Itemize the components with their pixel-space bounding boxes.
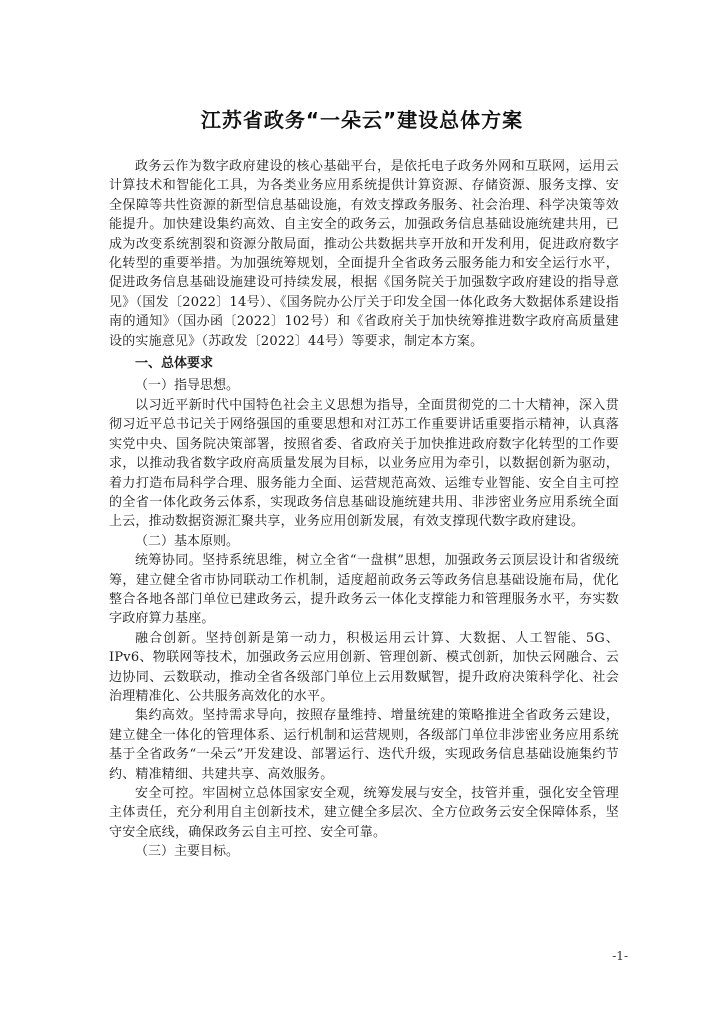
principle-innovation-paragraph: 融合创新。坚持创新是第一动力，积极运用云计算、大数据、人工智能、5G、IPv6、物联网等技术，加强政务云应用创新、管理创新、模式创新，加快云网融合、云边协同、云数联动，推动全省各级部门单位上云用数赋智，提升政府决策科学化、社会治理精准化、公共服务高效化的水平。 [109, 630, 619, 704]
document-title: 江苏省政务“一朵云”建设总体方案 [200, 108, 524, 132]
principle-coordination-paragraph: 统筹协同。坚持系统思维，树立全省“一盘棋”思想，加强政务云顶层设计和省级统筹，建立健全省市协同联动工作机制，适度超前政务云等政务信息基础设施布局，优化整合各地各部门单位已建政务云，提升政务云一体化支撑能力和管理服务水平，夯实数字政府算力基座。 [109, 553, 619, 627]
section-heading-overall-requirements: 一、总体要求 [135, 356, 214, 372]
page-number: -1- [612, 949, 628, 963]
subheading-main-goals: （三）主要目标。 [135, 844, 240, 860]
document-body [109, 157, 619, 862]
principle-efficiency-paragraph: 集约高效。坚持需求导向，按照存量维持、增量统建的策略推进全省政务云建设，建立健全一体化的管理体系、运行机制和运营规则，各级部门单位非涉密业务应用系统基于全省政务“一朵云”开发建设、部署运行、迭代升级，实现政务信息基础设施集约节约、精准精细、共建共享、高效服务。 [109, 708, 619, 782]
subheading-basic-principles: （二）基本原则。 [135, 533, 240, 549]
principle-security-paragraph: 安全可控。牢固树立总体国家安全观，统筹发展与安全，技管并重，强化安全管理主体责任，充分利用自主创新技术，建立健全多层次、全方位政务云安全保障体系，坚守安全底线，确保政务云自主可控、安全可靠。 [109, 786, 619, 840]
subheading-guiding-ideology: （一）指导思想。 [135, 378, 240, 394]
intro-paragraph: 政务云作为数字政府建设的核心基础平台，是依托电子政务外网和互联网，运用云计算技术和智能化工具，为各类业务应用系统提供计算资源、存储资源、服务支撑、安全保障等共性资源的新型信息基础设施，有效支撑政务服务、社会治理、科学决策等效能提升。加快建设集约高效、自主安全的政务云，加强政务信息基础设施统建共用，已成为改变系统割裂和资源分散局面，推动公共数据共享开放和开发利用，促进政府数字化转型的重要举措。为加强统筹规划，全面提升全省政务云服务能力和安全运行水平，促进政务信息基础设施建设可持续发展，根据《国务院关于加强数字政府建设的指导意见》（国发〔2022〕14号）、《国务院办公厅关于印发全国一体化政务大数据体系建设指南的通知》（国办函〔2022〕102号）和《省政府关于加快统筹推进数字政府高质量建设的实施意见》（苏政发〔2022〕44号）等要求，制定本方案。 [109, 159, 619, 349]
guiding-ideology-paragraph: 以习近平新时代中国特色社会主义思想为指导，全面贯彻党的二十大精神，深入贯彻习近平总书记关于网络强国的重要思想和对江苏工作重要讲话重要指示精神，认真落实党中央、国务院决策部署，按照省委、省政府关于加快推进政府数字化转型的工作要求，以推动我省数字政府高质量发展为目标，以业务应用为牵引，以数据创新为驱动，着力打造布局科学合理、服务能力全面、运营规范高效、运维专业智能、安全自主可控的全省一体化政务云体系，实现政务信息基础设施统建共用、非涉密业务应用系统全面上云，推动数据资源汇聚共享，业务应用创新发展，有效支撑现代数字政府建设。 [109, 397, 619, 530]
